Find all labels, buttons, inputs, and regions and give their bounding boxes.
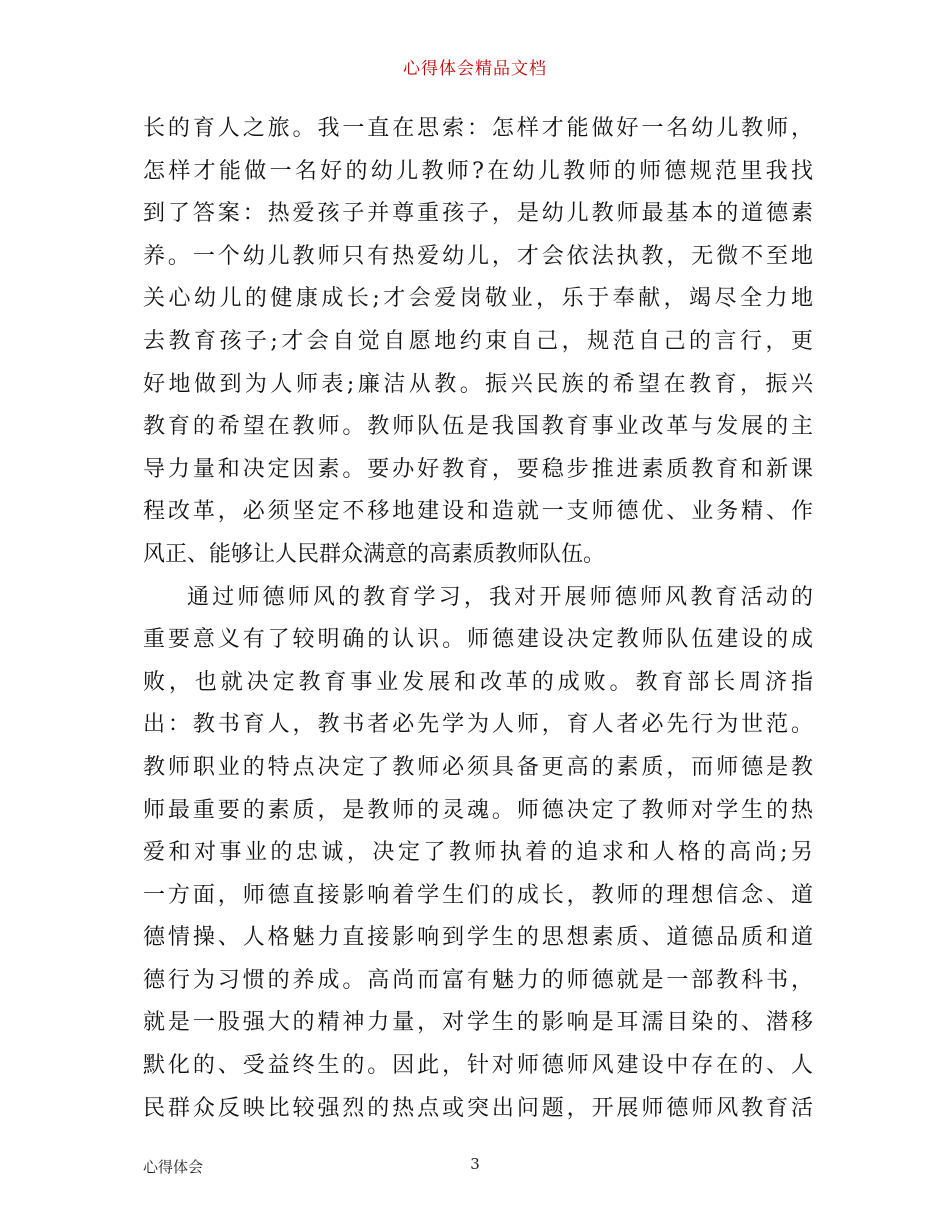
text-line: 怎样才能做一名好的幼儿教师?在幼儿教师的师德规范里我找 [143,158,813,184]
text-line: 默化的、受益终生的。因此，针对师德师风建设中存在的、人 [143,1053,813,1079]
text-line: 德行为习惯的养成。高尚而富有魅力的师德就是一部教科书， [143,967,813,993]
text-line: 出：教书育人，教书者必先学为人师，育人者必先行为世范。 [143,712,813,738]
text-line: 败，也就决定教育事业发展和改革的成败。教育部长周济指 [143,669,813,695]
page-header-title: 心得体会精品文档 [403,59,547,79]
text-line: 关心幼儿的健康成长;才会爱岗敬业，乐于奉献，竭尽全力地 [143,286,813,312]
page-number: 3 [470,1155,480,1173]
text-line: 教师职业的特点决定了教师必须具备更高的素质，而师德是教 [143,754,813,780]
text-line: 德情操、人格魅力直接影响到学生的思想素质、道德品质和道 [143,925,813,951]
text-line: 就是一股强大的精神力量，对学生的影响是耳濡目染的、潜移 [143,1010,813,1036]
text-line: 长的育人之旅。我一直在思索：怎样才能做好一名幼儿教师， [143,116,813,141]
text-line: 风正、能够让人民群众满意的高素质教师队伍。 [143,541,606,567]
text-line: 养。一个幼儿教师只有热爱幼儿，才会依法执教，无微不至地 [143,243,813,269]
footer-label: 心得体会 [143,1158,204,1176]
text-line: 民群众反映比较强烈的热点或突出问题，开展师德师风教育活 [143,1095,813,1121]
document-body [143,108,813,1130]
text-line: 程改革，必须坚定不移地建设和造就一支师德优、业务精、作 [143,499,813,525]
text-line: 教育的希望在教师。教师队伍是我国教育事业改革与发展的主 [143,414,813,440]
text-line: 去教育孩子;才会自觉自愿地约束自己，规范自己的言行，更 [143,328,813,354]
text-line: 重要意义有了较明确的认识。师德建设决定教师队伍建设的成 [143,627,813,653]
text-line: 到了答案：热爱孩子并尊重孩子，是幼儿教师最基本的道德素 [143,201,813,227]
text-line: 一方面，师德直接影响着学生们的成长，教师的理想信念、道 [143,882,813,908]
text-line: 导力量和决定因素。要办好教育，要稳步推进素质教育和新课 [143,456,813,482]
text-line: 师最重要的素质，是教师的灵魂。师德决定了教师对学生的热 [143,797,813,823]
paragraph-2 [143,577,813,1131]
paragraph-1 [143,108,813,577]
text-line: 通过师德师风的教育学习，我对开展师德师风教育活动的 [187,584,813,610]
text-line: 好地做到为人师表;廉洁从教。振兴民族的希望在教育，振兴 [143,371,813,397]
text-line: 爱和对事业的忠诚，决定了教师执着的追求和人格的高尚;另 [143,840,813,866]
